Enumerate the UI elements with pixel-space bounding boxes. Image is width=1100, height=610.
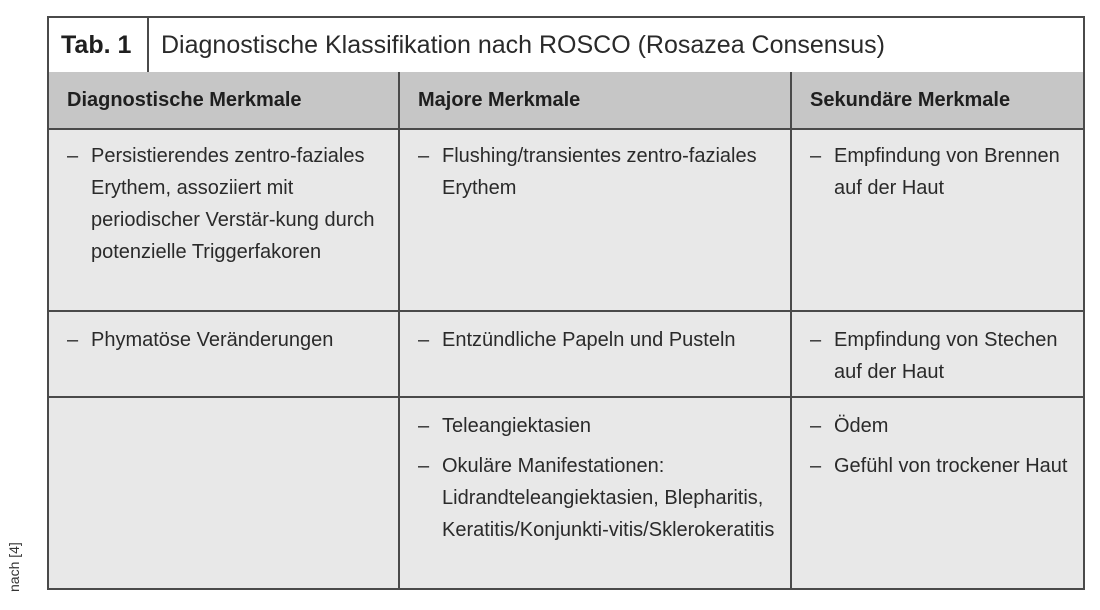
item-text: Ödem	[834, 415, 889, 437]
table-number-label: Tab. 1	[49, 18, 149, 72]
item-text: Flushing/transientes zentro-faziales Erythem	[442, 145, 757, 199]
item-text: Empfindung von Stechen auf der Haut	[834, 329, 1058, 383]
table-title-row	[49, 18, 1083, 74]
table-title: Diagnostische Klassifikation nach ROSCO (Rosazea Consensus)	[161, 30, 885, 59]
table-cell-secondary	[792, 128, 1083, 310]
header-secondary-features: Sekundäre Merkmale	[810, 88, 1011, 111]
list-item	[810, 450, 1069, 482]
list-item	[418, 450, 778, 546]
column-divider	[790, 72, 792, 588]
dash-marker: –	[810, 455, 822, 477]
header-diagnostic-features: Diagnostische Merkmale	[67, 88, 302, 111]
dash-marker: –	[418, 415, 430, 437]
item-text: Phymatöse Veränderungen	[91, 329, 334, 351]
dash-marker: –	[810, 145, 822, 167]
table-cell-diagnostic	[49, 128, 400, 310]
table-cell-major	[400, 398, 792, 590]
list-item	[67, 324, 386, 356]
dash-marker: –	[418, 329, 430, 351]
list-item	[67, 140, 386, 268]
table-cell-secondary	[792, 398, 1083, 590]
table-header-row	[49, 72, 1083, 130]
table-row	[49, 312, 1083, 398]
item-text: Gefühl von trockener Haut	[834, 455, 1068, 477]
list-item	[810, 324, 1069, 388]
item-text: Entzündliche Papeln und Pusteln	[442, 329, 736, 351]
item-text: Empfindung von Brennen auf der Haut	[834, 145, 1060, 199]
header-major-features: Majore Merkmale	[418, 88, 581, 111]
source-note-text: nach [4]	[6, 542, 22, 592]
dash-marker: –	[418, 455, 430, 477]
table-cell-secondary	[792, 312, 1083, 396]
dash-marker: –	[67, 145, 79, 167]
list-item	[418, 410, 778, 442]
list-item	[418, 324, 778, 356]
item-text: Okuläre Manifestationen: Lidrandteleangiektasien, Blepharitis, Keratitis/Konjunkti-vitis/Sklerokeratitis	[442, 455, 775, 541]
dash-marker: –	[418, 145, 430, 167]
table-cell-major	[400, 312, 792, 396]
source-note	[6, 512, 26, 592]
item-text: Persistierendes zentro-faziales Erythem, assoziiert mit periodischer Verstär-kung durch potenzielle Triggerfakoren	[91, 145, 375, 263]
classification-table	[47, 16, 1085, 590]
item-text: Teleangiektasien	[442, 415, 591, 437]
dash-marker: –	[810, 415, 822, 437]
list-item	[810, 410, 1069, 442]
table-cell-diagnostic	[49, 398, 400, 590]
table-row	[49, 398, 1083, 590]
column-divider	[398, 72, 400, 588]
list-item	[810, 140, 1069, 204]
list-item	[418, 140, 778, 204]
table-cell-major	[400, 128, 792, 310]
dash-marker: –	[810, 329, 822, 351]
table-row	[49, 128, 1083, 312]
table-cell-diagnostic	[49, 312, 400, 396]
dash-marker: –	[67, 329, 79, 351]
